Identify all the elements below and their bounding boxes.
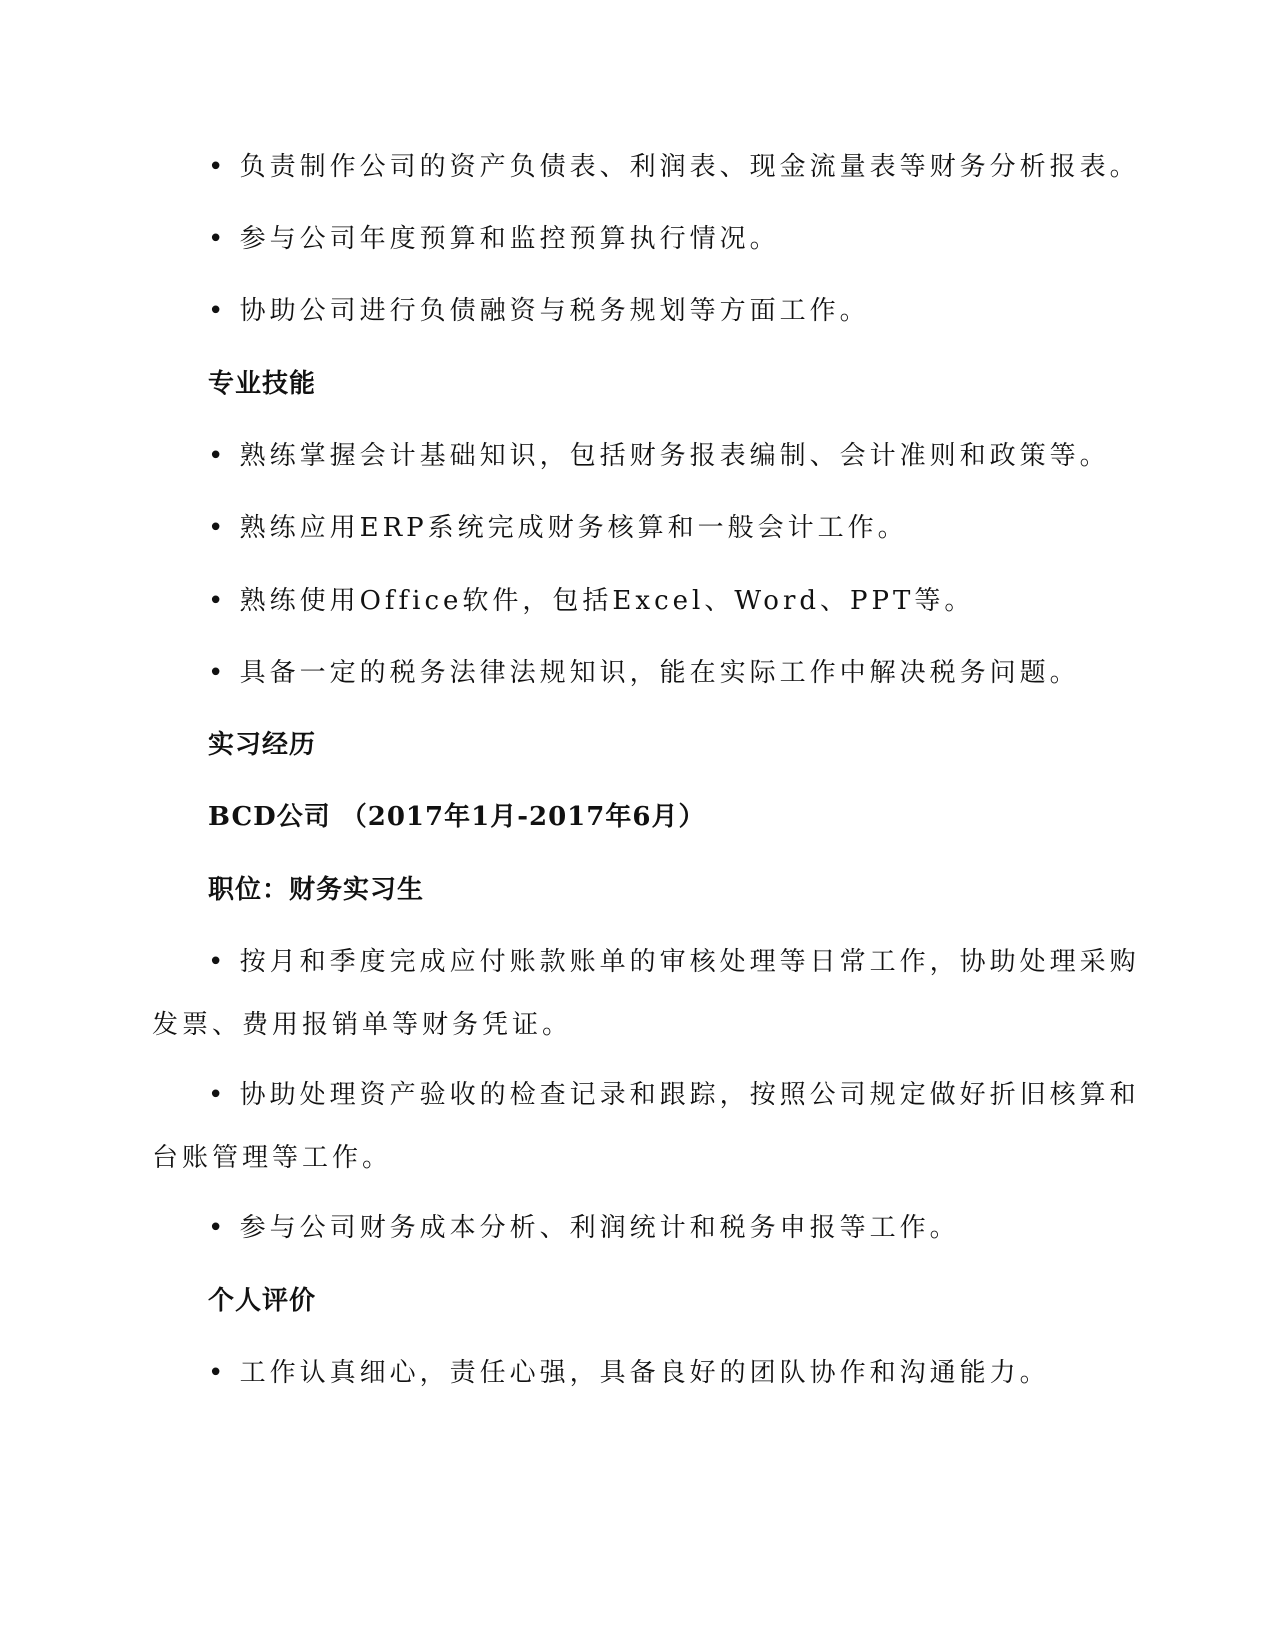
duty-bullet-1: • 负责制作公司的资产负债表、利润表、现金流量表等财务分析报表。 [208, 152, 1140, 182]
skill-bullet-1: • 熟练掌握会计基础知识，包括财务报表编制、会计准则和政策等。 [208, 441, 1110, 471]
internship-bullet-2-line-1: • 协助处理资产验收的检查记录和跟踪，按照公司规定做好折旧核算和 [208, 1080, 1140, 1110]
internship-company: BCD公司 （2017年1月-2017年6月） [208, 802, 706, 832]
skill-bullet-4: • 具备一定的税务法律法规知识，能在实际工作中解决税务问题。 [208, 658, 1080, 688]
section-heading-skills: 专业技能 [208, 369, 317, 399]
internship-bullet-1-line-2: 发票、费用报销单等财务凭证。 [152, 1010, 573, 1040]
skill-bullet-3: • 熟练使用Office软件，包括Excel、Word、PPT等。 [208, 586, 975, 616]
duty-bullet-3: • 协助公司进行负债融资与税务规划等方面工作。 [208, 296, 870, 326]
evaluation-bullet-1: • 工作认真细心，责任心强，具备良好的团队协作和沟通能力。 [208, 1358, 1050, 1388]
internship-bullet-3: • 参与公司财务成本分析、利润统计和税务申报等工作。 [208, 1213, 960, 1243]
duty-bullet-2: • 参与公司年度预算和监控预算执行情况。 [208, 224, 780, 254]
section-heading-internship: 实习经历 [208, 730, 317, 760]
section-heading-evaluation: 个人评价 [208, 1286, 317, 1316]
skill-bullet-2: • 熟练应用ERP系统完成财务核算和一般会计工作。 [208, 513, 908, 543]
internship-bullet-2-line-2: 台账管理等工作。 [152, 1143, 393, 1173]
internship-bullet-1-line-1: • 按月和季度完成应付账款账单的审核处理等日常工作，协助处理采购 [208, 947, 1140, 977]
internship-position: 职位：财务实习生 [208, 875, 425, 905]
